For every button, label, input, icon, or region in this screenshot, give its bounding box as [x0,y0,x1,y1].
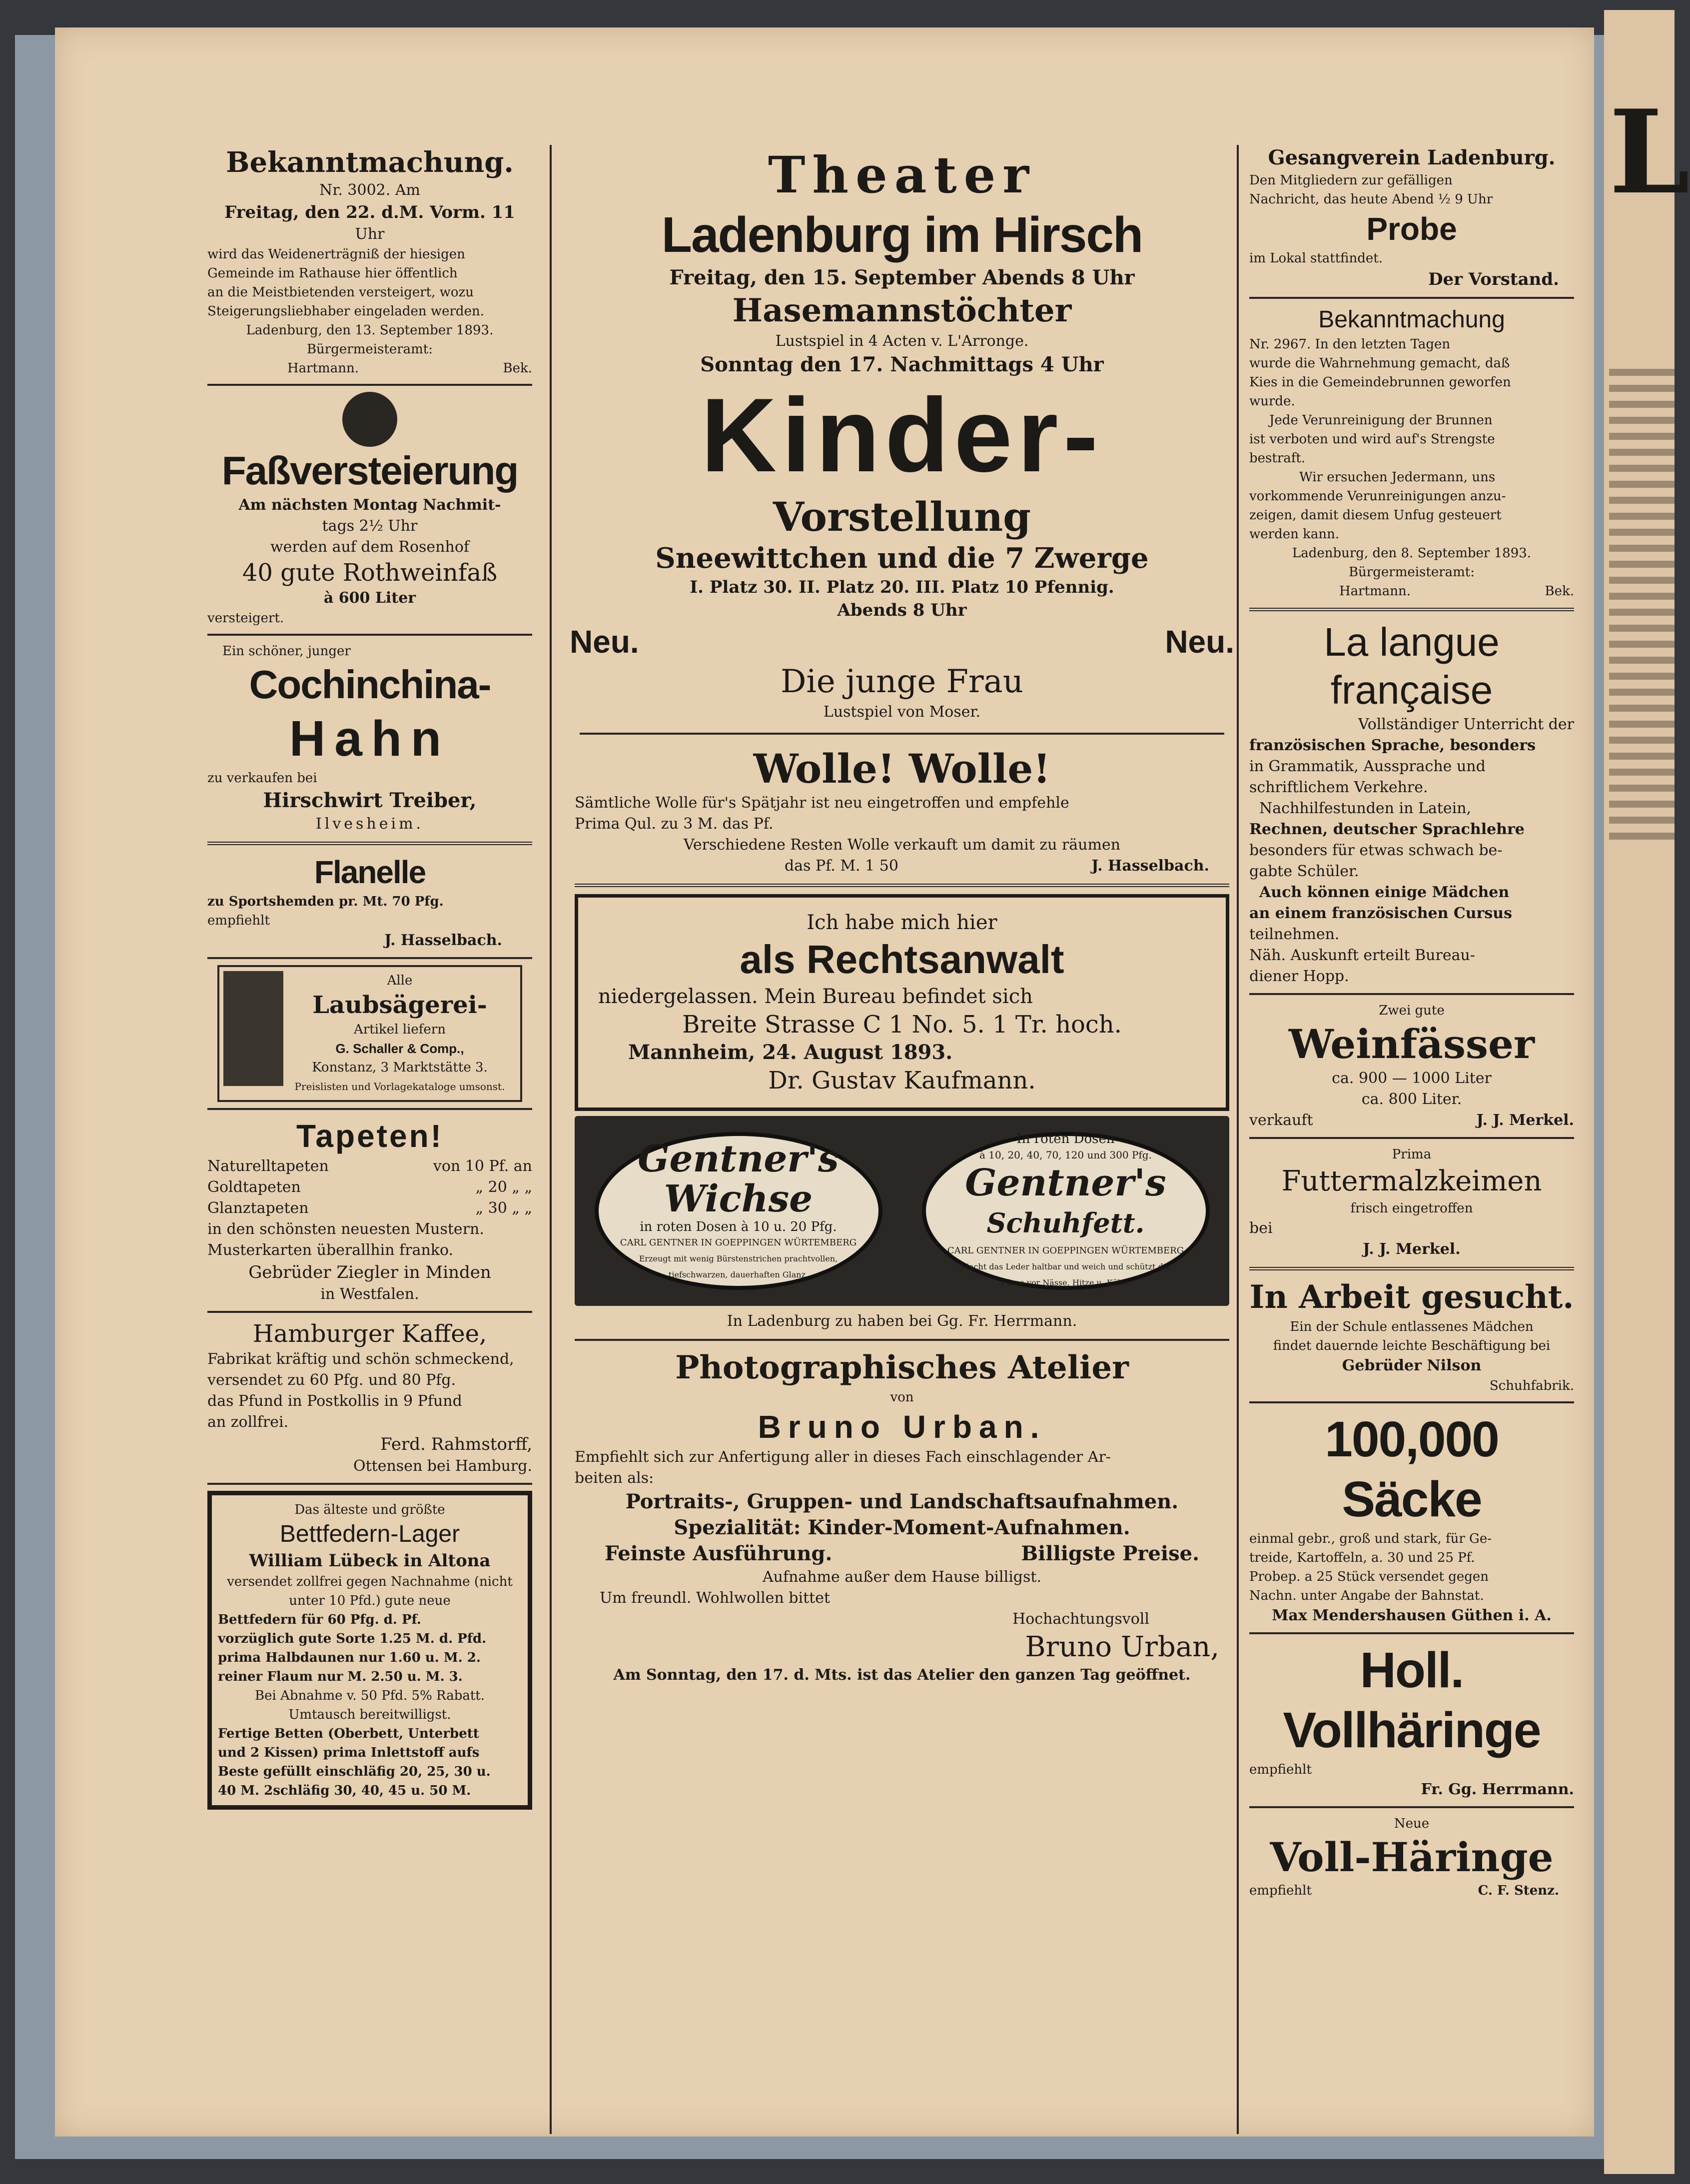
ad-line: empfiehlt [207,913,270,928]
ad-line: versendet zollfrei gegen Nachnahme (nicht [227,1574,513,1589]
ad-line: Prima Qul. zu 3 M. das Pf. [575,815,774,833]
ad-holl-vollhaeringe [1249,1640,1574,1800]
ad-line: Vollständiger Unterricht der [1358,716,1574,733]
ad-cochinchina-hahn [207,642,532,835]
ad-firm: Gebrüder Nilson [1342,1357,1482,1374]
ad-line: Steigerungsliebhaber eingeladen werden. [207,304,484,319]
ad-title: Voll-Häringe [1270,1834,1554,1881]
ad-line: prima Halbdaunen nur 1.60 u. M. 2. [218,1650,481,1665]
ad-firm: G. Schaller & Comp., [335,1041,464,1056]
ad-line: ist verboten und wird auf's Strengste [1249,432,1495,447]
price-item: Goldtapeten [207,1178,301,1196]
theater-prices: I. Platz 30. II. Platz 20. III. Platz 10 Pfennig. [690,577,1114,597]
ad-line: in Grammatik, Aussprache und [1249,758,1486,775]
price-value: „ 30 „ „ [475,1199,532,1217]
tin-wichse [595,1132,882,1290]
ad-line: das Pfund in Postkollis in 9 Pfund [207,1392,462,1410]
ad-line: versteigert. [207,611,284,626]
ad-line: Schuhfabrik. [1489,1378,1574,1393]
ad-office: Bürgermeisteramt: [1348,565,1475,580]
ad-line: vorzüglich gute Sorte 1.25 M. d. Pfd. [218,1631,487,1646]
ad-line: Kies in die Gemeindebrunnen geworfen [1249,375,1511,390]
ad-signature-abbr: Bek. [1545,584,1574,599]
ad-title: Weinfässer [1288,1021,1535,1068]
ad-title: In Arbeit gesucht. [1249,1278,1574,1316]
ad-title: Bettfedern-Lager [279,1521,460,1547]
ad-line: Bettfedern für 60 Pfg. d. Pf. [218,1612,421,1627]
divider [207,1483,532,1485]
ad-line: Nachricht, das heute Abend ½ 9 Uhr [1249,192,1493,207]
ad-line: wird das Weidenerträgniß der hiesigen [207,247,465,262]
ad-line: Um freundl. Wohlwollen bittet [600,1589,831,1607]
ad-gentner-illustration [575,1116,1229,1306]
theater-headline: Kinder- [701,376,1103,494]
tin-maker: CARL GENTNER IN GOEPPINGEN WÜRTEMBERG [620,1237,857,1248]
ad-title: Faßversteierung [221,448,518,493]
tin-top: In roten Dosen [1016,1131,1115,1146]
ad-signature: Ferd. Rahmstorff, [380,1434,532,1454]
ad-tapeten [207,1116,532,1305]
ad-line: Ladenburg, den 8. September 1893. [1292,546,1532,561]
tin-brand: Wichse [664,1177,813,1220]
ad-signature: J. J. Merkel. [1363,1240,1461,1258]
column-right [1249,145,1574,1900]
next-page-edge [1604,10,1690,2174]
ad-title: française [1330,668,1493,712]
ad-greeting: Hochachtungsvoll [1012,1610,1149,1628]
theater-play-sub: Lustspiel von Moser. [823,703,981,721]
ad-seller: Hirschwirt Treiber, [263,789,477,812]
divider [207,842,532,845]
ad-line: niedergelassen. Mein Bureau befindet sich [598,985,1033,1008]
ad-line: einmal gebr., groß und stark, für Ge- [1249,1531,1492,1546]
divider [1249,1806,1574,1808]
ad-in-arbeit-gesucht [1249,1277,1574,1395]
ad-line: verkauft [1249,1111,1313,1129]
next-page-masthead-fragment: L [1609,85,1690,220]
price-row [207,1177,532,1198]
ad-line: unter 10 Pfd.) gute neue [289,1593,451,1608]
ad-line: Aufnahme außer dem Hause billigst. [762,1568,1041,1586]
ad-line: Portraits-, Gruppen- und Landschaftsaufnahmen. [625,1490,1179,1513]
ad-line: versendet zu 60 Pfg. und 80 Pfg. [207,1371,456,1389]
ad-place: Ilvesheim. [315,815,424,833]
ad-bekanntmachung-brunnen [1249,305,1574,601]
ad-line: Billigste Preise. [1021,1542,1199,1565]
theater-venue: Ladenburg im Hirsch [661,207,1143,263]
ad-line: bei [1249,1219,1273,1237]
ad-title: Bekanntmachung. [226,146,514,179]
ad-line: Auch können einige Mädchen [1259,884,1510,901]
ad-line: werden auf dem Rosenhof [270,538,469,556]
ad-place: Ottensen bei Hamburg. [353,1457,532,1475]
ad-line: Jede Verunreinigung der Brunnen [1269,413,1493,428]
divider [1249,608,1574,611]
ad-address: Breite Strasse C 1 No. 5. 1 Tr. hoch. [682,1011,1122,1039]
ad-line: Nr. 2967. In den letzten Tagen [1249,337,1451,352]
ad-title: 100,000 Säcke [1325,1411,1499,1527]
price-item: Naturelltapeten [207,1157,329,1175]
ad-title: Hahn [289,711,450,767]
ad-line: frisch eingetroffen [1350,1201,1473,1216]
divider [1249,1137,1574,1139]
ad-line: besonders für etwas schwach be- [1249,842,1503,859]
column-rule-1 [550,145,552,2134]
ad-line: an die Meistbietenden versteigert, wozu [207,285,474,300]
ad-title: Gesangverein Ladenburg. [1268,146,1556,169]
tin-brand: Schuhfett. [986,1207,1145,1239]
ad-signature: J. Hasselbach. [384,932,502,949]
ad-line: französischen Sprache, besonders [1249,737,1536,754]
ad-saecke [1249,1409,1574,1626]
ad-line: empfiehlt [1249,1883,1312,1898]
theater-play: Die junge Frau [781,663,1023,700]
ad-bekanntmachung-weiden [207,145,532,378]
theater-title: Theater [768,145,1036,204]
ad-line: Fabrikat kräftig und schön schmeckend, [207,1350,514,1368]
tin-brand: Gentner's [638,1137,839,1180]
next-page-text-lines [1609,360,1675,849]
ad-line: Konstanz, 3 Marktstätte 3. [312,1060,488,1075]
ad-line: à 600 Liter [323,589,416,607]
ad-line: reiner Flaum nur M. 2.50 u. M. 3. [218,1669,463,1684]
ad-firm: William Lübeck in Altona [249,1551,491,1571]
ad-laubsaegerei [217,965,522,1102]
ad-line: Feinste Ausführung. [605,1542,833,1565]
theater-play: Hasemannstöchter [732,292,1072,329]
divider [207,634,532,636]
tin-sub: in roten Dosen à 10 u. 20 Pfg. [640,1219,837,1234]
ad-line: Umtausch bereitwilligst. [288,1707,451,1722]
ad-theater [565,145,1239,723]
divider [1249,1632,1574,1634]
divider [575,1339,1229,1341]
ad-wolle [565,745,1239,877]
theater-time: Abends 8 Uhr [837,600,967,620]
ad-line: Das älteste und größte [294,1502,445,1517]
ad-title: Hamburger Kaffee, [252,1320,487,1348]
ad-line: Neue [1394,1816,1430,1831]
tin-prices: à 10, 20, 40, 70, 120 und 300 Pfg. [979,1149,1152,1161]
theater-play-sub: Lustspiel in 4 Acten v. L'Arronge. [775,332,1029,350]
ad-line: Ladenburg, den 13. September 1893. [246,323,494,338]
divider [207,384,532,386]
ad-line: Nachhilfestunden in Latein, [1259,800,1472,817]
ad-line: ca. 900 — 1000 Liter [1332,1070,1492,1087]
tin-brand: Gentner's [965,1161,1166,1204]
ad-title: La langue [1324,620,1500,664]
ad-line: Bei Abnahme v. 50 Pfd. 5% Rabatt. [254,1688,485,1703]
ad-line: Ich habe mich hier [807,911,997,934]
ad-line: Den Mitgliedern zur gefälligen [1249,173,1453,188]
craftsman-illustration [223,971,283,1086]
divider [1249,1267,1574,1270]
ad-line: bestraft. [1249,451,1306,466]
ad-signature: Max Mendershausen Güthen i. A. [1272,1607,1552,1624]
ad-rechtsanwalt [575,894,1229,1111]
ad-voll-haeringe [1249,1814,1574,1900]
ad-line: Musterkarten überallhin franko. [207,1241,454,1259]
ad-line: Am nächsten Montag Nachmit- [238,496,501,514]
ad-line: das Pf. M. 1 50 [785,857,898,875]
ad-line: Gemeinde im Rathause hier öffentlich [207,266,458,281]
ad-weinfaesser [1249,1001,1574,1131]
ad-firm: Gebrüder Ziegler in Minden [248,1262,491,1282]
column-center [565,145,1239,1686]
theater-subheadline: Vorstellung [773,493,1031,540]
ad-photographisches-atelier [565,1348,1239,1686]
price-item: Glanztapeten [207,1199,309,1217]
neu-label: Neu. [1165,624,1234,660]
ad-signature: J. J. Merkel. [1476,1111,1574,1129]
ad-title: Flanelle [314,854,426,890]
ad-line: schriftlichem Verkehre. [1249,779,1428,796]
ad-signature: Bruno Urban, [1025,1631,1219,1663]
divider [575,884,1229,887]
ad-line: Spezialität: Kinder-Moment-Aufnahmen. [674,1516,1130,1539]
column-left [207,145,532,1815]
tin-footer: Macht das Leder haltbar und weich und schützt die Füsse vor Nässe, Hitze u. Kälte. [960,1262,1171,1287]
ad-place: in Westfalen. [320,1285,419,1303]
divider [580,733,1224,735]
ad-bettfedern [207,1491,532,1810]
price-row [207,1156,532,1177]
ad-line: Verschiedene Resten Wolle verkauft um damit zu räumen [683,836,1121,854]
ad-gesangverein [1249,145,1574,291]
ad-line: diener Hopp. [1249,968,1349,985]
tin-footer: Erzeugt mit wenig Bürstenstrichen prachtvollen, tiefschwarzen, dauerhaften Glanz. [639,1254,838,1279]
ad-flanelle [207,852,532,951]
divider [1249,993,1574,995]
ad-line: Preislisten und Vorlagekataloge umsonst. [294,1081,505,1092]
ad-office: Bürgermeisteramt: [306,342,433,357]
ad-fassversteigerung [207,392,532,628]
ad-line: Sämtliche Wolle für's Spätjahr ist neu eingetroffen und empfehle [575,794,1069,812]
price-row [207,1198,532,1219]
ad-signature: Fr. Gg. Herrmann. [1421,1781,1574,1798]
ad-line: wurde. [1249,394,1295,409]
divider [207,1311,532,1313]
ad-signature: J. Hasselbach. [1091,857,1209,875]
ad-line: Beste gefüllt einschläfig 20, 25, 30 u. [218,1764,491,1779]
ad-title: Wolle! Wolle! [753,745,1051,792]
ad-title: Cochinchina- [249,662,491,707]
ad-line: Fertige Betten (Oberbett, Unterbett [218,1726,479,1741]
theater-play: Sneewittchen und die 7 Zwerge [655,542,1149,575]
ad-line: Nachn. unter Angabe der Bahnstat. [1249,1588,1484,1603]
ad-title: als Rechtsanwalt [740,937,1064,982]
price-value: „ 20 „ „ [475,1178,532,1196]
ad-line: in den schönsten neuesten Mustern. [207,1220,484,1238]
divider [207,957,532,959]
theater-date: Freitag, den 15. September Abends 8 Uhr [669,266,1135,289]
divider [1249,297,1574,299]
ad-footer: Am Sonntag, den 17. d. Mts. ist das Atelier den ganzen Tag geöffnet. [613,1666,1191,1684]
ad-signature: Der Vorstand. [1428,269,1559,289]
ad-line: wurde die Wahrnehmung gemacht, daß [1249,356,1510,371]
ad-futtermalzkeimen [1249,1145,1574,1260]
ad-title: Tapeten! [296,1118,443,1154]
ad-signature-abbr: Bek. [503,361,532,376]
ad-line: von [890,1390,914,1405]
ad-line: im Lokal stattfindet. [1249,251,1383,266]
ad-line: Freitag, den 22. d.M. Vorm. 11 [224,202,515,222]
ad-title: Laubsägerei- [312,991,487,1019]
ad-line: Näh. Auskunft erteilt Bureau- [1249,947,1475,964]
ad-line: 40 M. 2schläfig 30, 40, 45 u. 50 M. [218,1783,471,1798]
ad-line: Wir ersuchen Jedermann, uns [1299,470,1496,485]
ad-line: gabte Schüler. [1249,863,1359,880]
ad-date: Mannheim, 24. August 1893. [628,1041,953,1064]
tin-schuhfett [922,1132,1210,1290]
ad-title: Futtermalzkeimen [1281,1165,1542,1197]
ad-line: zu verkaufen bei [207,771,317,786]
ad-line: vorkommende Verunreinigungen anzu- [1249,489,1506,504]
ad-title: Bekanntmachung [1318,306,1505,333]
ad-highlight: Probe [1366,211,1457,247]
ad-line: und 2 Kissen) prima Inlettstoff aufs [218,1745,480,1760]
ad-line: tags 2½ Uhr [322,517,418,535]
ad-line: Empfiehlt sich zur Anfertigung aller in dieses Fach einschlagender Ar- [575,1448,1111,1466]
theater-date: Sonntag den 17. Nachmittags 4 Uhr [700,353,1104,376]
ad-signature: Hartmann. [287,361,359,376]
divider [1249,1401,1574,1403]
ad-signature: Dr. Gustav Kaufmann. [768,1067,1036,1094]
ad-line: findet dauernde leichte Beschäftigung bei [1273,1338,1551,1353]
ad-line: an einem französischen Cursus [1249,905,1512,922]
ad-line: Prima [1392,1147,1432,1162]
ad-signature: Hartmann. [1339,584,1411,599]
ad-title: Holl. Vollhäringe [1283,1642,1541,1758]
ad-title: Photographisches Atelier [675,1349,1129,1386]
ad-line: Ein der Schule entlassenes Mädchen [1290,1319,1534,1334]
ad-line: Rechnen, deutscher Sprachlehre [1249,821,1525,838]
ad-line: treide, Kartoffeln, a. 30 und 25 Pf. [1249,1550,1475,1565]
ad-line: empfiehlt [1249,1762,1312,1777]
ad-line: teilnehmen. [1249,926,1340,943]
ad-line: ca. 800 Liter. [1361,1091,1462,1108]
ad-line: Uhr [355,225,385,243]
ad-highlight: 40 gute Rothweinfaß [242,559,498,587]
barrel-icon [342,392,397,447]
ad-line: Nr. 3002. Am [319,181,420,199]
price-value: von 10 Pf. an [433,1157,532,1175]
divider [207,1108,532,1110]
ad-line: beiten als: [575,1469,654,1487]
ad-signature: C. F. Stenz. [1478,1883,1559,1898]
ad-line: an zollfrei. [207,1413,289,1431]
ad-la-langue-francaise [1249,618,1574,987]
ad-line: zeigen, damit diesem Unfug gesteuert [1249,508,1502,523]
ad-hamburger-kaffee [207,1319,532,1477]
ad-line: werden kann. [1249,527,1340,542]
ad-name: Bruno Urban. [758,1409,1046,1445]
ad-line: Ein schöner, junger [222,644,351,659]
ad-line: Alle [387,973,413,988]
tin-maker: CARL GENTNER IN GOEPPINGEN WÜRTEMBERG [947,1245,1184,1256]
ad-line: zu Sportshemden pr. Mt. 70 Pfg. [207,894,444,909]
ad-line: Artikel liefern [354,1022,446,1037]
ad-line: Zwei gute [1379,1003,1445,1018]
ad-line: Probep. a 25 Stück versendet gegen [1249,1569,1489,1584]
ad-caption: In Ladenburg zu haben bei Gg. Fr. Herrmann. [727,1312,1077,1330]
neu-label: Neu. [570,624,639,660]
